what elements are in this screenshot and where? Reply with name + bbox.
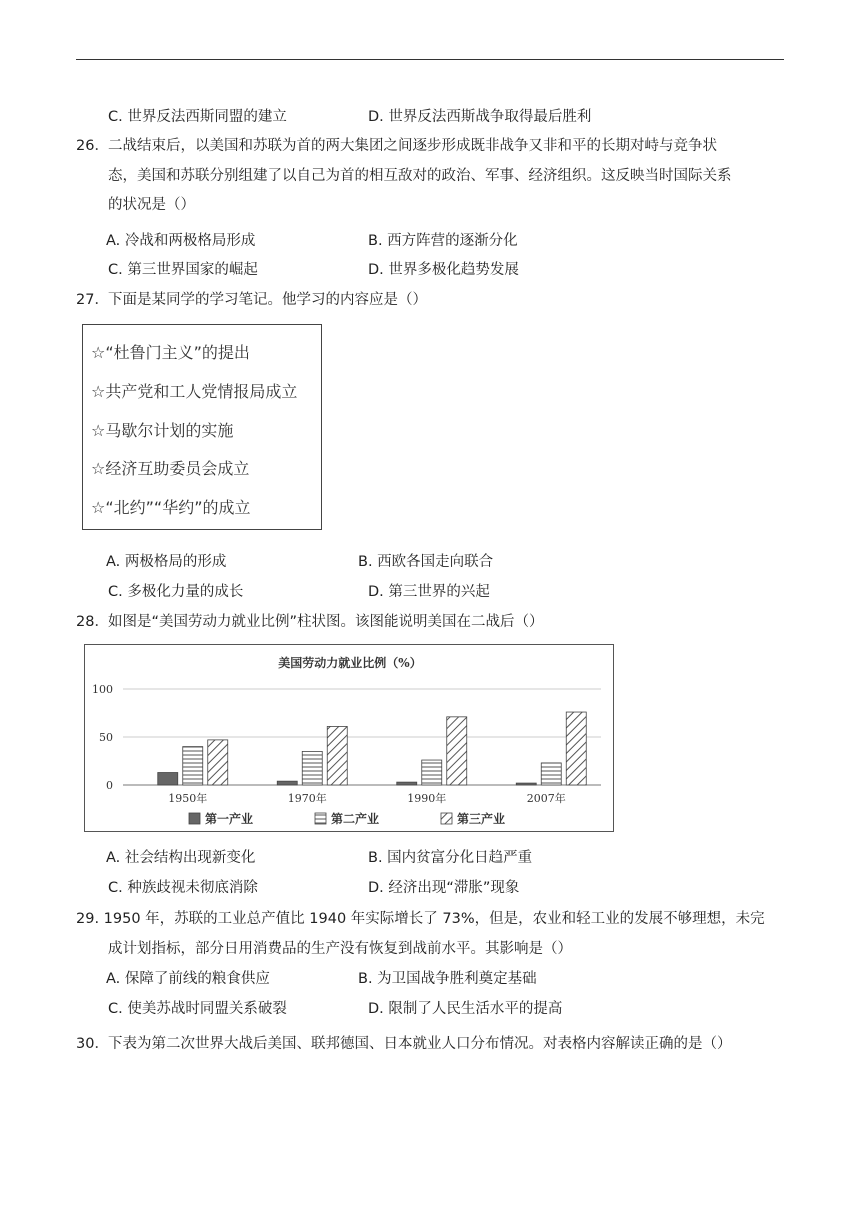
x-tick-label: 1970年 <box>287 792 327 805</box>
note-item: ☆“北约”“华约”的成立 <box>91 498 251 517</box>
bar-secondary <box>183 747 203 785</box>
note-item: ☆共产党和工人党情报局成立 <box>91 382 298 401</box>
q25-option-d[interactable]: D. 世界反法西斯战争取得最后胜利 <box>368 109 592 125</box>
q27-option-a[interactable]: A. 两极格局的形成 <box>106 554 227 570</box>
q27-number: 27． <box>76 292 109 308</box>
legend-label: 第二产业 <box>331 812 380 826</box>
q27-option-d[interactable]: D. 第三世界的兴起 <box>368 584 490 600</box>
chart-title: 美国劳动力就业比例（%） <box>278 656 422 670</box>
bar-secondary <box>541 763 561 785</box>
q29-option-a[interactable]: A. 保障了前线的粮食供应 <box>106 971 270 987</box>
legend-label: 第一产业 <box>205 812 254 826</box>
q26-option-a[interactable]: A. 冷战和两极格局形成 <box>106 233 256 249</box>
y-tick-label: 50 <box>99 731 113 744</box>
employment-bar-chart <box>84 644 614 832</box>
bar-tertiary <box>208 740 228 785</box>
legend-swatch <box>189 813 200 824</box>
bar-secondary <box>302 751 322 785</box>
q27-option-c[interactable]: C. 多极化力量的成长 <box>108 584 244 600</box>
y-tick-label: 0 <box>106 779 113 792</box>
q29-stem-line2: 成计划指标，部分日用消费品的生产没有恢复到战前水平。其影响是（） <box>108 941 572 957</box>
q28-number: 28． <box>76 614 109 630</box>
bar-tertiary <box>566 712 586 785</box>
q28-option-c[interactable]: C. 种族歧视未彻底消除 <box>108 880 258 896</box>
q30-number: 30． <box>76 1036 109 1052</box>
bar-primary <box>158 773 178 785</box>
q28-stem-line1: 如图是“美国劳动力就业比例”柱状图。该图能说明美国在二战后（） <box>108 614 544 630</box>
q29-option-b[interactable]: B. 为卫国战争胜利奠定基础 <box>358 971 537 987</box>
q28-option-d[interactable]: D. 经济出现“滞胀”现象 <box>368 880 520 896</box>
q29-option-d[interactable]: D. 限制了人民生活水平的提高 <box>368 1001 563 1017</box>
q27-stem-line1: 下面是某同学的学习笔记。他学习的内容应是（） <box>108 292 427 308</box>
q27-option-b[interactable]: B. 西欧各国走向联合 <box>358 554 494 570</box>
bar-secondary <box>422 760 442 785</box>
note-item: ☆“杜鲁门主义”的提出 <box>91 343 250 362</box>
q26-option-d[interactable]: D. 世界多极化趋势发展 <box>368 262 519 278</box>
bar-primary <box>277 781 297 785</box>
x-tick-label: 2007年 <box>526 792 566 805</box>
legend-label: 第三产业 <box>457 812 506 826</box>
bar-tertiary <box>447 717 467 785</box>
q26-option-b[interactable]: B. 西方阵营的逐渐分化 <box>368 233 518 249</box>
q30-stem-line1: 下表为第二次世界大战后美国、联邦德国、日本就业人口分布情况。对表格内容解读正确的是（） <box>108 1036 732 1052</box>
chart-canvas <box>85 645 615 833</box>
q26-number: 26． <box>76 138 109 154</box>
note-item: ☆经济互助委员会成立 <box>91 459 250 478</box>
q26-stem-line1: 二战结束后，以美国和苏联为首的两大集团之间逐步形成既非战争又非和平的长期对峙与竞争状 <box>108 138 717 154</box>
q28-option-a[interactable]: A. 社会结构出现新变化 <box>106 850 256 866</box>
note-item: ☆马歇尔计划的实施 <box>91 421 234 440</box>
q26-option-c[interactable]: C. 第三世界国家的崛起 <box>108 262 258 278</box>
q29-stem-line1: 29. 1950 年，苏联的工业总产值比 1940 年实际增长了 73%，但是，农业和轻工业的发展不够理想，未完 <box>76 911 765 927</box>
bar-primary <box>397 782 417 785</box>
x-tick-label: 1950年 <box>168 792 208 805</box>
q26-stem-line2: 态，美国和苏联分别组建了以自己为首的相互敌对的政治、军事、经济组织。这反映当时国际关系 <box>108 168 732 184</box>
q29-option-c[interactable]: C. 使美苏战时同盟关系破裂 <box>108 1001 287 1017</box>
q26-stem-line3: 的状况是（） <box>108 197 195 213</box>
x-tick-label: 1990年 <box>407 792 447 805</box>
header-rule <box>76 59 784 60</box>
study-notes-box <box>82 324 322 530</box>
y-tick-label: 100 <box>92 683 113 696</box>
bar-primary <box>516 783 536 785</box>
bar-tertiary <box>327 726 347 785</box>
q25-option-c[interactable]: C. 世界反法西斯同盟的建立 <box>108 109 287 125</box>
q28-option-b[interactable]: B. 国内贫富分化日趋严重 <box>368 850 533 866</box>
legend-swatch <box>441 813 452 824</box>
legend-swatch <box>315 813 326 824</box>
